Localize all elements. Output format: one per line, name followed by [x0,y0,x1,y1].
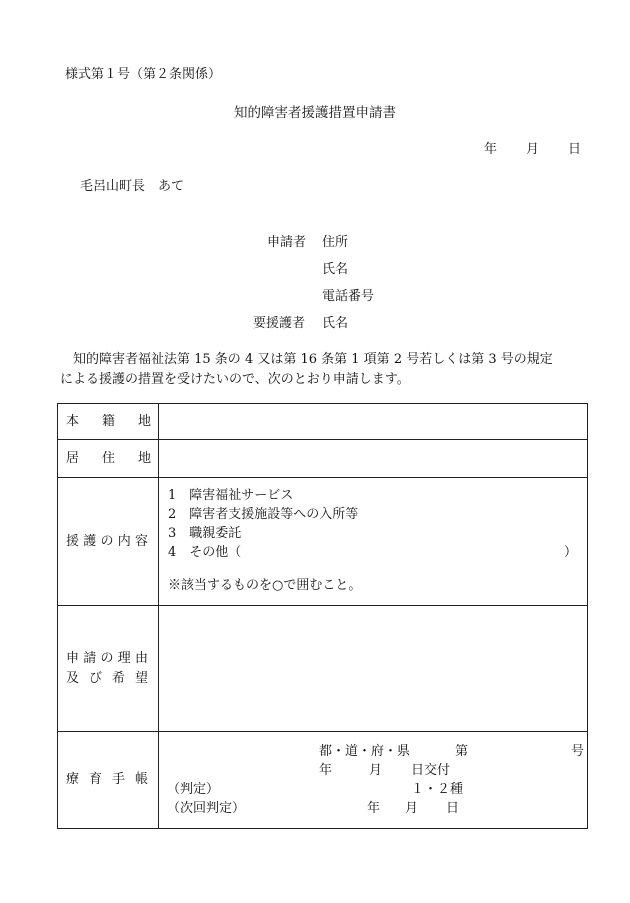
reason-field[interactable] [159,606,588,732]
assistance-option-4: 4 その他（ [168,545,242,560]
assistance-option-3: 3 職親委託 [168,526,242,541]
applicant-address-label: 住所 [322,235,349,250]
document-title: 知的障害者援護措置申請書 [234,105,396,121]
assistance-note: ※該当するものを○で囲むこと。 [168,578,362,593]
residence-label: 居 住 地 [66,450,151,466]
row-assistance [58,478,588,606]
residence-field[interactable] [159,440,588,478]
handbook-next-day: 日 [446,801,460,816]
assistance-label: 援 護 の 内 容 [66,533,148,549]
registered-domicile-label: 本 籍 地 [66,413,151,429]
handbook-issue-day: 日交付 [411,763,451,778]
row-registered-domicile [58,404,588,440]
row-handbook [58,732,588,829]
handbook-prefecture: 都・道・府・県 [319,744,411,759]
reason-label-line-1: 申 請 の 理 由 [66,650,148,666]
assistance-content-field[interactable] [159,478,588,606]
date-day: 日 [568,142,582,157]
form-number: 様式第１号（第２条関係） [65,67,222,82]
handbook-next-judgment-label: （次回判定） [167,801,246,816]
protected-person-label: 要援護者 [253,316,306,331]
registered-domicile-field[interactable] [159,404,588,440]
handbook-number-prefix: 第 [455,744,469,759]
body-text-line-1: 知的障害者福祉法第 15 条の 4 又は第 16 条第 1 項第 2 号若しくは第 3 号の規定 [60,352,553,367]
addressee: 毛呂山町長 あて [80,179,185,194]
row-reason [58,606,588,732]
handbook-judgment-label: （判定） [167,782,220,797]
handbook-next-month: 月 [405,801,419,816]
handbook-field[interactable] [159,732,588,829]
handbook-issue-year: 年 [319,763,333,778]
handbook-next-year: 年 [367,801,381,816]
handbook-label: 療 育 手 帳 [66,772,148,787]
assistance-option-4-close: ） [564,545,578,560]
applicant-label: 申請者 [267,235,307,250]
assistance-option-2: 2 障害者支援施設等への入所等 [168,507,359,522]
date-year: 年 [484,142,498,157]
date-month: 月 [526,142,540,157]
handbook-issue-month: 月 [369,763,383,778]
applicant-name-label: 氏名 [322,262,349,277]
reason-label-line-2: 及 び 希 望 [66,670,148,686]
handbook-number-suffix: 号 [571,744,585,759]
assistance-option-1: 1 障害福祉サービス [168,488,294,503]
handbook-grade: １・２種 [411,782,464,797]
protected-person-name-label: 氏名 [322,316,349,331]
application-table [57,403,588,829]
body-text-line-2: による援護の措置を受けたいので、次のとおり申請します。 [60,372,410,387]
row-residence [58,440,588,478]
applicant-phone-label: 電話番号 [322,289,375,304]
